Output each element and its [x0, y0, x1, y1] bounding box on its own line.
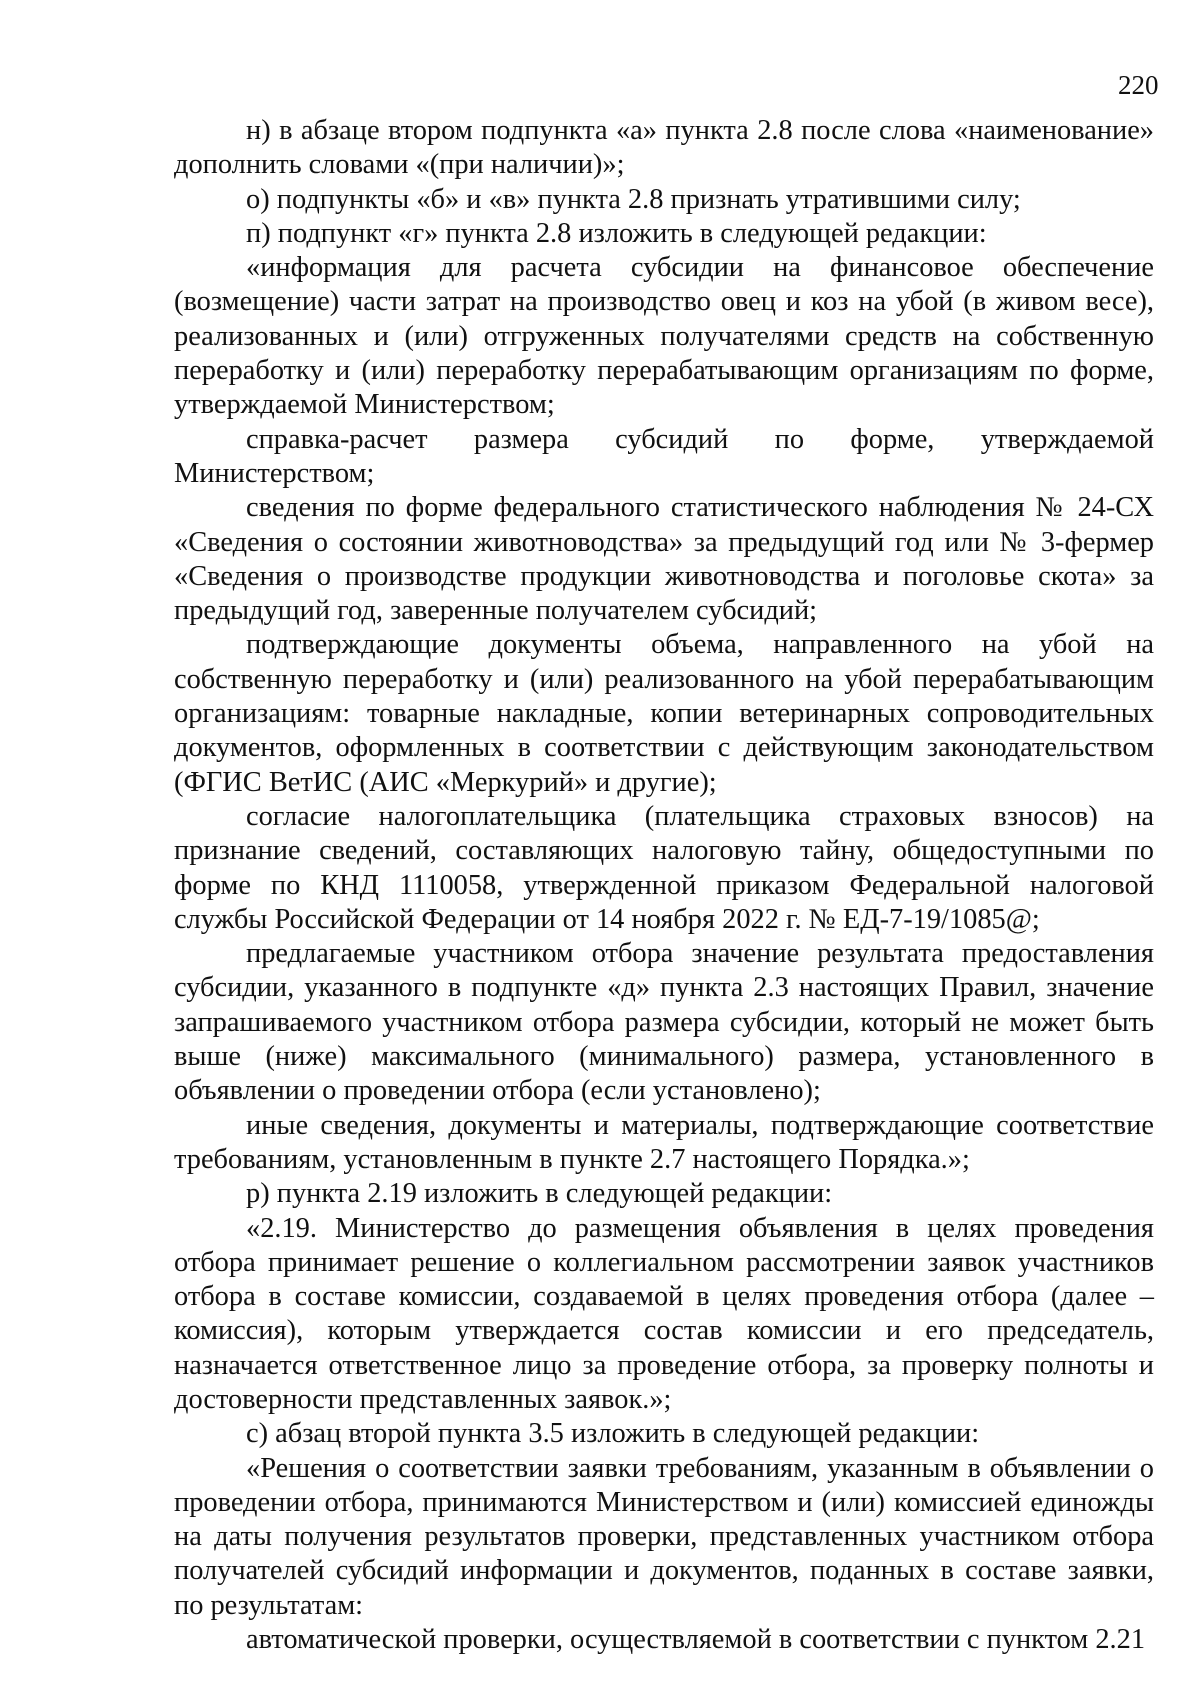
paragraph: «информация для расчета субсидии на финансовое обеспечение (возмещение) части затрат на производство овец и коз на убой (в живом весе), реализованных и (или) отгруженных получателями средств на собственную переработку и (или) переработку перерабатывающим организациям по форме, утверждаемой Министерством;: [174, 252, 1154, 421]
paragraph: справка-расчет размера субсидий по форме, утверждаемой Министерством;: [174, 423, 1154, 489]
paragraph: подтверждающие документы объема, направленного на убой на собственную переработку и (или) реализованного на убой перерабатывающим организациям: товарные накладные, копии ветеринарных сопроводительных документов, оформленных в соответствии с действующим законодательством (ФГИС ВетИС (АИС «Меркурий» и другие);: [174, 629, 1154, 798]
paragraph: р) пункта 2.19 изложить в следующей редакции:: [246, 1178, 833, 1210]
paragraph: предлагаемые участником отбора значение результата предоставления субсидии, указанного в подпункте «д» пункта 2.3 настоящих Правил, значение запрашиваемого участником отбора размера субсидии, который не может быть выше (ниже) максимального (минимального) размера, установленного в объявлении о проведении отбора (если установлено);: [174, 938, 1154, 1107]
paragraph: «Решения о соответствии заявки требованиям, указанным в объявлении о проведении отбора, принимаются Министерством и (или) комиссией единожды на даты получения результатов проверки, представленных участником отбора получателей субсидий информации и документов, поданных в составе заявки, по результатам:: [174, 1452, 1154, 1621]
paragraph: сведения по форме федерального статистического наблюдения № 24-СХ «Сведения о состоянии животноводства» за предыдущий год или № 3-фермер «Сведения о производстве продукции животноводства и поголовье скота» за предыдущий год, заверенные получателем субсидий;: [174, 492, 1154, 627]
paragraph: согласие налогоплательщика (плательщика страховых взносов) на признание сведений, составляющих налоговую тайну, общедоступными по форме по КНД 1110058, утвержденной приказом Федеральной налоговой службы Российской Федерации от 14 ноября 2022 г. № ЕД-7-19/1085@;: [174, 800, 1154, 935]
paragraph: п) подпункт «г» пункта 2.8 изложить в следующей редакции:: [246, 217, 987, 249]
paragraph: иные сведения, документы и материалы, подтверждающие соответствие требованиям, установленным в пункте 2.7 настоящего Порядка.»;: [174, 1109, 1154, 1175]
page-number: 220: [1118, 70, 1159, 100]
document-body: [174, 114, 1154, 1657]
paragraph: н) в абзаце втором подпункта «а» пункта 2.8 после слова «наименование» дополнить словами «(при наличии)»;: [174, 115, 1154, 181]
paragraph: о) подпункты «б» и «в» пункта 2.8 признать утратившими силу;: [246, 183, 1021, 215]
paragraph: автоматической проверки, осуществляемой в соответствии с пунктом 2.21: [246, 1624, 1146, 1656]
paragraph: «2.19. Министерство до размещения объявления в целях проведения отбора принимает решение о коллегиальном рассмотрении заявок участников отбора в составе комиссии, создаваемой в целях проведения отбора (далее – комиссия), которым утверждается состав комиссии и его председатель, назначается ответственное лицо за проведение отбора, за проверку полноты и достоверности представленных заявок.»;: [174, 1212, 1154, 1415]
paragraph: с) абзац второй пункта 3.5 изложить в следующей редакции:: [246, 1418, 980, 1450]
